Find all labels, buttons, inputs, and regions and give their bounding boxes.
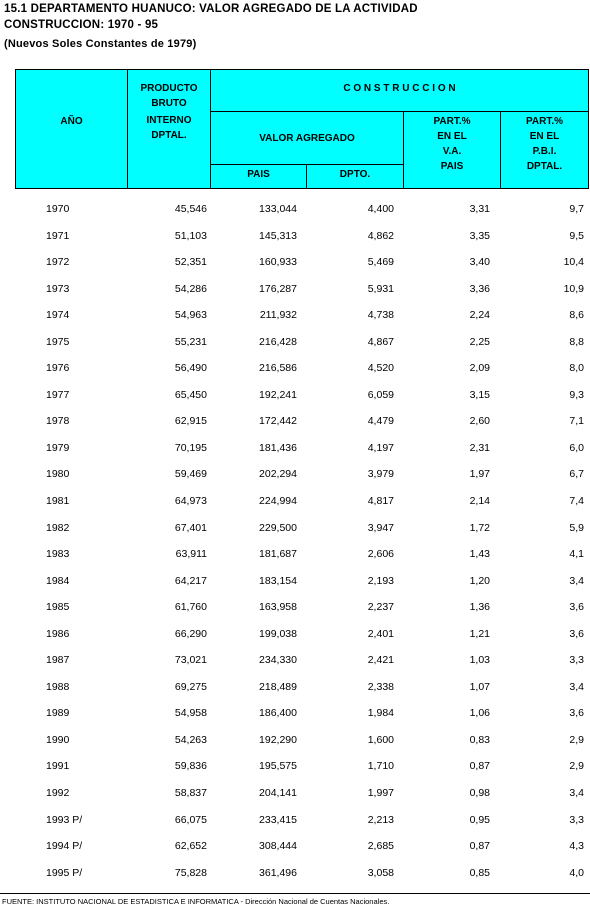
table-cell: 66,290 — [174, 627, 207, 640]
table-cell: 3,15 — [469, 388, 490, 401]
table-cell: 1973 — [46, 282, 70, 295]
table-cell: 160,933 — [259, 256, 297, 269]
table-cell: 65,450 — [174, 388, 207, 401]
table-cell: 1,36 — [469, 601, 490, 614]
table-cell: 1991 — [46, 760, 70, 773]
table-header — [15, 69, 589, 189]
table-cell: 1987 — [46, 654, 70, 667]
table-cell: 1970 — [46, 203, 70, 215]
table-cell: 9,3 — [569, 388, 584, 401]
table-row — [15, 410, 589, 437]
table-cell: 4,400 — [367, 203, 394, 215]
table-cell: 216,428 — [259, 335, 297, 348]
table-cell: 4,1 — [569, 548, 584, 561]
table-cell: 2,24 — [469, 309, 490, 322]
table-cell: 69,275 — [174, 680, 207, 693]
table-cell: 181,436 — [259, 441, 297, 454]
table-cell: 4,0 — [569, 866, 584, 879]
table-row — [15, 437, 589, 464]
table-cell: 1972 — [46, 256, 70, 269]
table-cell: 1992 — [46, 787, 70, 800]
table-cell: 55,231 — [174, 335, 207, 348]
table-row — [15, 596, 589, 623]
table-cell: 52,351 — [174, 256, 207, 269]
table-cell: 3,40 — [469, 256, 490, 269]
header-part-pbi: PART.% EN EL P.B.I. DPTAL. — [525, 116, 564, 172]
table-cell: 0,87 — [469, 760, 490, 773]
table-cell: 2,14 — [469, 495, 490, 508]
table-cell: 204,141 — [259, 787, 297, 800]
table-cell: 4,862 — [367, 229, 394, 242]
table-cell: 1974 — [46, 309, 70, 322]
table-cell: 45,546 — [174, 203, 207, 215]
table-cell: 2,421 — [367, 654, 394, 667]
table-cell: 1,97 — [469, 468, 490, 481]
table-cell: 176,287 — [259, 282, 297, 295]
table-cell: 3,3 — [569, 654, 584, 667]
table-cell: 1,21 — [469, 627, 490, 640]
table-cell: 1993 P/ — [46, 813, 83, 826]
table-cell: 361,496 — [259, 866, 297, 879]
table-cell: 75,828 — [174, 866, 207, 879]
table-cell: 199,038 — [259, 627, 297, 640]
table-cell: 4,817 — [367, 495, 394, 508]
table-cell: 2,60 — [469, 415, 490, 428]
table-cell: 1985 — [46, 601, 70, 614]
table-cell: 7,4 — [569, 495, 584, 508]
table-cell: 58,837 — [174, 787, 207, 800]
table-cell: 54,286 — [174, 282, 207, 295]
table-cell: 234,330 — [259, 654, 297, 667]
header-pais: PAIS — [247, 169, 270, 180]
table-body — [15, 198, 589, 888]
table-cell: 218,489 — [259, 680, 297, 693]
table-cell: 0,87 — [469, 840, 490, 853]
table-row — [15, 490, 589, 517]
table-cell: 1,43 — [469, 548, 490, 561]
table-cell: 54,263 — [174, 733, 207, 746]
table-cell: 1982 — [46, 521, 70, 534]
table-cell: 54,963 — [174, 309, 207, 322]
table-cell: 1981 — [46, 495, 70, 508]
table-cell: 1977 — [46, 388, 70, 401]
table-row — [15, 251, 589, 278]
table-cell: 1986 — [46, 627, 70, 640]
table-cell: 5,9 — [569, 521, 584, 534]
table-cell: 1976 — [46, 362, 70, 375]
table-cell: 2,606 — [367, 548, 394, 561]
table-cell: 59,836 — [174, 760, 207, 773]
table-cell: 62,915 — [174, 415, 207, 428]
table-cell: 1980 — [46, 468, 70, 481]
table-cell: 1978 — [46, 415, 70, 428]
table-cell: 1,997 — [367, 787, 394, 800]
table-row — [15, 543, 589, 570]
table-cell: 64,217 — [174, 574, 207, 587]
table-cell: 229,500 — [259, 521, 297, 534]
table-cell: 0,98 — [469, 787, 490, 800]
table-cell: 9,7 — [569, 203, 584, 215]
table-row — [15, 729, 589, 756]
footer-divider — [0, 893, 590, 894]
table-subtitle: CONSTRUCCION: 1970 - 95 — [4, 19, 159, 31]
table-row — [15, 304, 589, 331]
table-cell: 2,685 — [367, 840, 394, 853]
table-cell: 8,0 — [569, 362, 584, 375]
table-cell: 1995 P/ — [46, 866, 83, 879]
table-cell: 2,213 — [367, 813, 394, 826]
table-cell: 5,469 — [367, 256, 394, 269]
header-dpto: DPTO. — [339, 169, 371, 180]
table-cell: 186,400 — [259, 707, 297, 720]
table-title: 15.1 DEPARTAMENTO HUANUCO: VALOR AGREGADO DE LA ACTIVIDAD — [4, 3, 418, 15]
table-cell: 73,021 — [174, 654, 207, 667]
table-cell: 3,6 — [569, 627, 584, 640]
table-row — [15, 835, 589, 862]
table-cell: 1975 — [46, 335, 70, 348]
table-cell: 1,07 — [469, 680, 490, 693]
table-cell: 61,760 — [174, 601, 207, 614]
table-cell: 1,984 — [367, 707, 394, 720]
table-cell: 211,932 — [259, 309, 297, 322]
table-cell: 5,931 — [367, 282, 394, 295]
table-row — [15, 649, 589, 676]
table-cell: 1994 P/ — [46, 840, 83, 853]
table-cell: 4,738 — [367, 309, 394, 322]
table-cell: 67,401 — [174, 521, 207, 534]
table-cell: 56,490 — [174, 362, 207, 375]
table-row — [15, 198, 589, 225]
table-cell: 6,059 — [367, 388, 394, 401]
table-row — [15, 809, 589, 836]
table-cell: 2,338 — [367, 680, 394, 693]
header-valor-agregado: VALOR AGREGADO — [259, 133, 355, 144]
table-cell: 59,469 — [174, 468, 207, 481]
table-cell: 233,415 — [259, 813, 297, 826]
table-cell: 224,994 — [259, 495, 297, 508]
table-cell: 1971 — [46, 229, 70, 242]
table-cell: 2,31 — [469, 441, 490, 454]
table-cell: 1990 — [46, 733, 70, 746]
table-cell: 1,710 — [367, 760, 394, 773]
header-pbi: PRODUCTO BRUTO INTERNO DPTAL. — [140, 83, 198, 141]
table-cell: 192,241 — [259, 388, 297, 401]
table-cell: 1,600 — [367, 733, 394, 746]
table-cell: 10,9 — [563, 282, 584, 295]
table-cell: 2,193 — [367, 574, 394, 587]
table-units: (Nuevos Soles Constantes de 1979) — [4, 38, 197, 50]
table-cell: 172,442 — [259, 415, 297, 428]
table-row — [15, 225, 589, 252]
table-cell: 0,95 — [469, 813, 490, 826]
table-cell: 1,03 — [469, 654, 490, 667]
table-cell: 216,586 — [259, 362, 297, 375]
table-cell: 3,31 — [469, 203, 490, 215]
header-part-va: PART.% EN EL V.A. PAIS — [433, 116, 471, 172]
table-row — [15, 357, 589, 384]
table-row — [15, 862, 589, 889]
table-row — [15, 570, 589, 597]
table-cell: 133,044 — [259, 203, 297, 215]
table-cell: 1,20 — [469, 574, 490, 587]
table-cell: 3,36 — [469, 282, 490, 295]
table-cell: 62,652 — [174, 840, 207, 853]
table-cell: 145,313 — [259, 229, 297, 242]
table-cell: 1,72 — [469, 521, 490, 534]
table-cell: 2,401 — [367, 627, 394, 640]
table-row — [15, 331, 589, 358]
table-cell: 308,444 — [259, 840, 297, 853]
table-cell: 3,4 — [569, 787, 584, 800]
table-cell: 1983 — [46, 548, 70, 561]
header-divider — [210, 111, 588, 112]
table-cell: 3,947 — [367, 521, 394, 534]
header-year: AÑO — [60, 116, 83, 127]
table-cell: 2,9 — [569, 733, 584, 746]
table-cell: 202,294 — [259, 468, 297, 481]
table-cell: 6,7 — [569, 468, 584, 481]
table-cell: 4,867 — [367, 335, 394, 348]
table-cell: 66,075 — [174, 813, 207, 826]
table-cell: 1,06 — [469, 707, 490, 720]
table-cell: 9,5 — [569, 229, 584, 242]
table-cell: 8,8 — [569, 335, 584, 348]
table-cell: 51,103 — [174, 229, 207, 242]
table-cell: 1984 — [46, 574, 70, 587]
table-cell: 3,058 — [367, 866, 394, 879]
table-cell: 63,911 — [175, 548, 207, 561]
table-cell: 2,09 — [469, 362, 490, 375]
table-cell: 183,154 — [259, 574, 297, 587]
table-row — [15, 623, 589, 650]
table-row — [15, 702, 589, 729]
table-cell: 2,9 — [569, 760, 584, 773]
table-cell: 3,3 — [569, 813, 584, 826]
table-cell: 1988 — [46, 680, 70, 693]
table-cell: 1979 — [46, 441, 70, 454]
table-cell: 0,85 — [469, 866, 490, 879]
table-row — [15, 782, 589, 809]
table-cell: 64,973 — [174, 495, 207, 508]
table-cell: 1989 — [46, 707, 70, 720]
table-row — [15, 384, 589, 411]
table-cell: 4,520 — [367, 362, 394, 375]
table-cell: 4,3 — [569, 840, 584, 853]
table-cell: 3,35 — [469, 229, 490, 242]
table-cell: 192,290 — [259, 733, 297, 746]
table-cell: 10,4 — [563, 256, 584, 269]
table-cell: 3,6 — [569, 601, 584, 614]
table-cell: 2,237 — [367, 601, 394, 614]
table-cell: 2,25 — [469, 335, 490, 348]
table-row — [15, 278, 589, 305]
table-cell: 163,958 — [259, 601, 297, 614]
table-row — [15, 463, 589, 490]
table-cell: 3,4 — [569, 680, 584, 693]
table-cell: 7,1 — [569, 415, 584, 428]
table-cell: 4,479 — [367, 415, 394, 428]
table-cell: 8,6 — [569, 309, 584, 322]
table-cell: 3,6 — [569, 707, 584, 720]
table-cell: 6,0 — [569, 441, 584, 454]
table-cell: 3,4 — [569, 574, 584, 587]
table-row — [15, 676, 589, 703]
table-cell: 70,195 — [174, 441, 207, 454]
header-construccion: C O N S T R U C C I O N — [343, 83, 456, 94]
table-cell: 0,83 — [469, 733, 490, 746]
table-cell: 181,687 — [259, 548, 297, 561]
table-cell: 54,958 — [174, 707, 207, 720]
table-row — [15, 755, 589, 782]
table-row — [15, 517, 589, 544]
table-cell: 4,197 — [367, 441, 394, 454]
table-cell: 195,575 — [259, 760, 297, 773]
table-cell: 3,979 — [367, 468, 394, 481]
source-note: FUENTE: INSTITUTO NACIONAL DE ESTADISTICA E INFORMATICA - Dirección Nacional de Cuentas Nacionales. — [2, 897, 390, 906]
